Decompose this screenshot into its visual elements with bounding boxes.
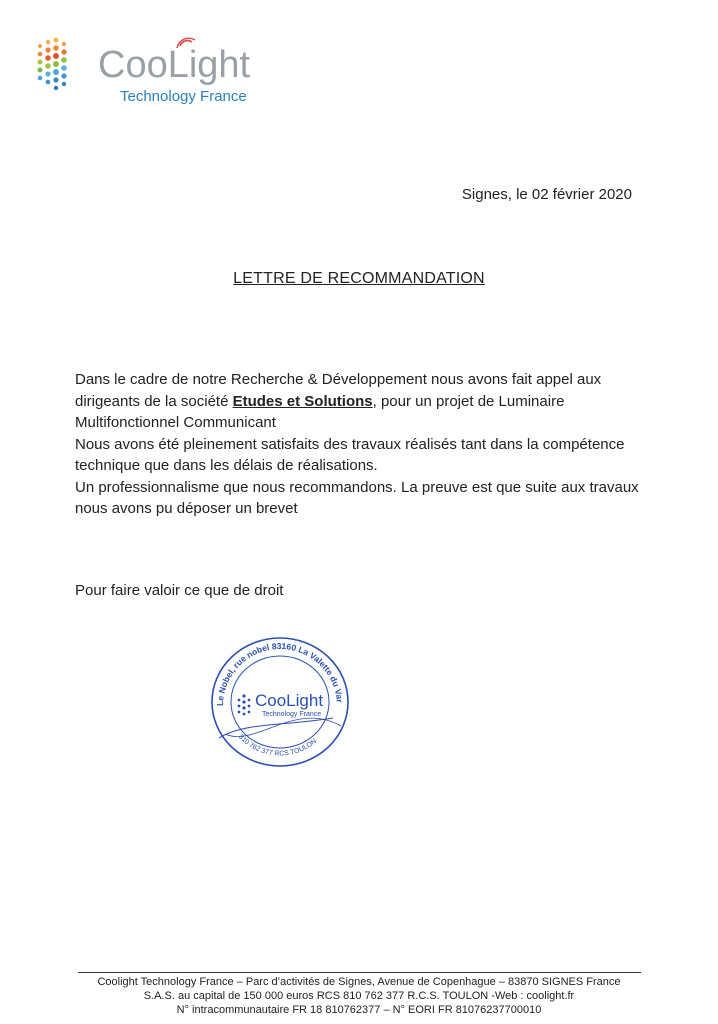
svg-text:CooLight: CooLight (255, 691, 324, 710)
footer-line-1: Coolight Technology France – Parc d’activités de Signes, Avenue de Copenhague – 83870 SIGNES France (97, 976, 621, 988)
letter-body (75, 369, 650, 520)
stamp-seal-icon (205, 630, 355, 770)
svg-text:810 762 377 RCS TOULON: 810 762 377 RCS TOULON (236, 733, 319, 758)
paragraph-1: Dans le cadre de notre Recherche & Développement nous avons fait appel aux dirigeants de la société Etudes et Solutions, pour un projet de Luminaire Multifonctionnel Communicant (75, 371, 602, 431)
company-logo (36, 32, 266, 112)
footer-divider (78, 972, 641, 973)
page-footer (0, 975, 718, 1017)
paragraph-2: Nous avons été pleinement satisfaits des travaux réalisés tant dans la compétence technique que dans les délais de réalisations. (75, 435, 625, 474)
footer-line-2: S.A.S. au capital de 150 000 euros RCS 810 762 377 R.C.S. TOULON -Web : coolight.fr (143, 990, 575, 1002)
letter-closing: Pour faire valoir ce que de droit (75, 582, 284, 599)
footer-line-3: N° intracommunautaire FR 18 810762377 – N° EORI FR 81076237700010 (176, 1004, 542, 1016)
logo-dots-icon (36, 32, 98, 112)
letter-date: Signes, le 02 février 2020 (461, 186, 632, 203)
svg-text:Technology France: Technology France (262, 711, 322, 718)
logo-subtitle-text: Technology France (120, 88, 247, 105)
paragraph-3: Un professionnalisme que nous recommandons. La preuve est que suite aux travaux nous avons pu déposer un brevet (75, 478, 639, 517)
company-name: Etudes et Solutions (232, 392, 373, 410)
letter-title: LETTRE DE RECOMMANDATION (233, 270, 485, 287)
company-stamp (205, 630, 355, 770)
svg-text:Le Nobel, rue nobel 83160 La V: Le Nobel, rue nobel 83160 La Valette du Var (214, 640, 345, 707)
logo-brand-text: CooLight (98, 44, 251, 86)
